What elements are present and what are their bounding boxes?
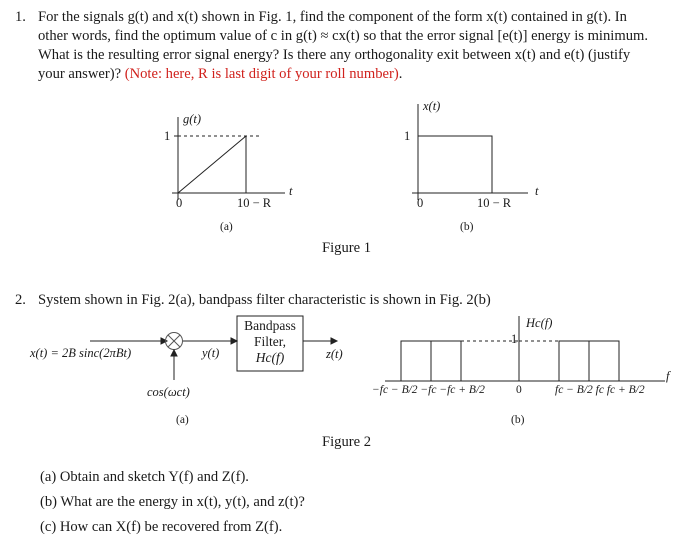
- fig2b-tick-right: fc − B/2 fc fc + B/2: [555, 384, 645, 396]
- fig1a-ylabel: g(t): [183, 112, 202, 126]
- fig1a-caption: (a): [220, 221, 233, 233]
- filter-label-line3: Hc(f): [255, 350, 285, 365]
- part-c: (c) How can X(f) be recovered from Z(f).: [40, 519, 283, 535]
- fig1a-origin-label: 0: [176, 196, 183, 210]
- fig1a-one-label: 1: [164, 129, 171, 143]
- q1-line-3: What is the resulting error signal energy? Is there any orthogonality exit between x(t) and e(t) (justify: [38, 47, 631, 63]
- fig1a-t-label: t: [289, 184, 293, 198]
- fig1a-ramp: [178, 136, 246, 193]
- carrier-arrow-head: [171, 350, 177, 356]
- q1-line-2: other words, find the optimum value of c in g(t) ≈ cx(t) so that the error signal [e(t)] energy is minimum.: [38, 28, 648, 44]
- fig2b-one-label: 1: [511, 332, 518, 346]
- fig2b-ylabel: Hc(f): [526, 316, 553, 330]
- q1-line-1: For the signals g(t) and x(t) shown in Fig. 1, find the component of the form x(t) contained in g(t). In: [38, 9, 627, 25]
- fig1b-rect-pulse: [418, 136, 492, 193]
- fig2b-tick-zero: 0: [516, 384, 522, 396]
- q1-line-4-text: your answer)?: [38, 66, 125, 82]
- carrier-label: cos(ωct): [147, 385, 190, 399]
- roll-number-note: (Note: here, R is last digit of your roll number): [124, 66, 399, 82]
- fig2b-f-label: f: [666, 369, 670, 383]
- q1-line-4-end: .: [398, 66, 403, 82]
- q2-text: System shown in Fig. 2(a), bandpass filter characteristic is shown in Fig. 2(b): [38, 292, 491, 308]
- bandpass-filter-label: [237, 318, 303, 366]
- fig1b-plot: [412, 104, 528, 200]
- fig2b-caption: (b): [511, 414, 525, 426]
- fig1b-origin-label: 0: [417, 196, 424, 210]
- q1-number: 1.: [15, 9, 26, 25]
- fig1b-xtick-label: 10 − R: [477, 196, 512, 210]
- input-signal-label: x(t) = 2B sinc(2πBt): [30, 346, 132, 360]
- fig2b-plot: [385, 316, 665, 381]
- part-a: (a) Obtain and sketch Y(f) and Z(f).: [40, 469, 249, 485]
- output-arrow-head: [331, 338, 337, 344]
- yt-label: y(t): [202, 346, 220, 360]
- zt-label: z(t): [326, 347, 343, 361]
- q2-number: 2.: [15, 292, 26, 308]
- filter-label-line1: Bandpass: [244, 318, 296, 333]
- figure-1-caption: Figure 1: [322, 240, 372, 256]
- fig1b-t-label: t: [535, 184, 539, 198]
- filter-label-line2: Filter,: [253, 334, 287, 349]
- fig2a-caption: (a): [176, 414, 189, 426]
- fig2b-tick-left: −fc − B/2 −fc −fc + B/2: [372, 384, 485, 396]
- fig1b-ylabel: x(t): [423, 99, 441, 113]
- figure-2-caption: Figure 2: [322, 434, 372, 450]
- fig1b-one-label: 1: [404, 129, 411, 143]
- fig1a-xtick-label: 10 − R: [237, 196, 272, 210]
- fig1b-caption: (b): [460, 221, 474, 233]
- fig1a-plot: [172, 117, 285, 200]
- part-b: (b) What are the energy in x(t), y(t), and z(t)?: [40, 494, 305, 510]
